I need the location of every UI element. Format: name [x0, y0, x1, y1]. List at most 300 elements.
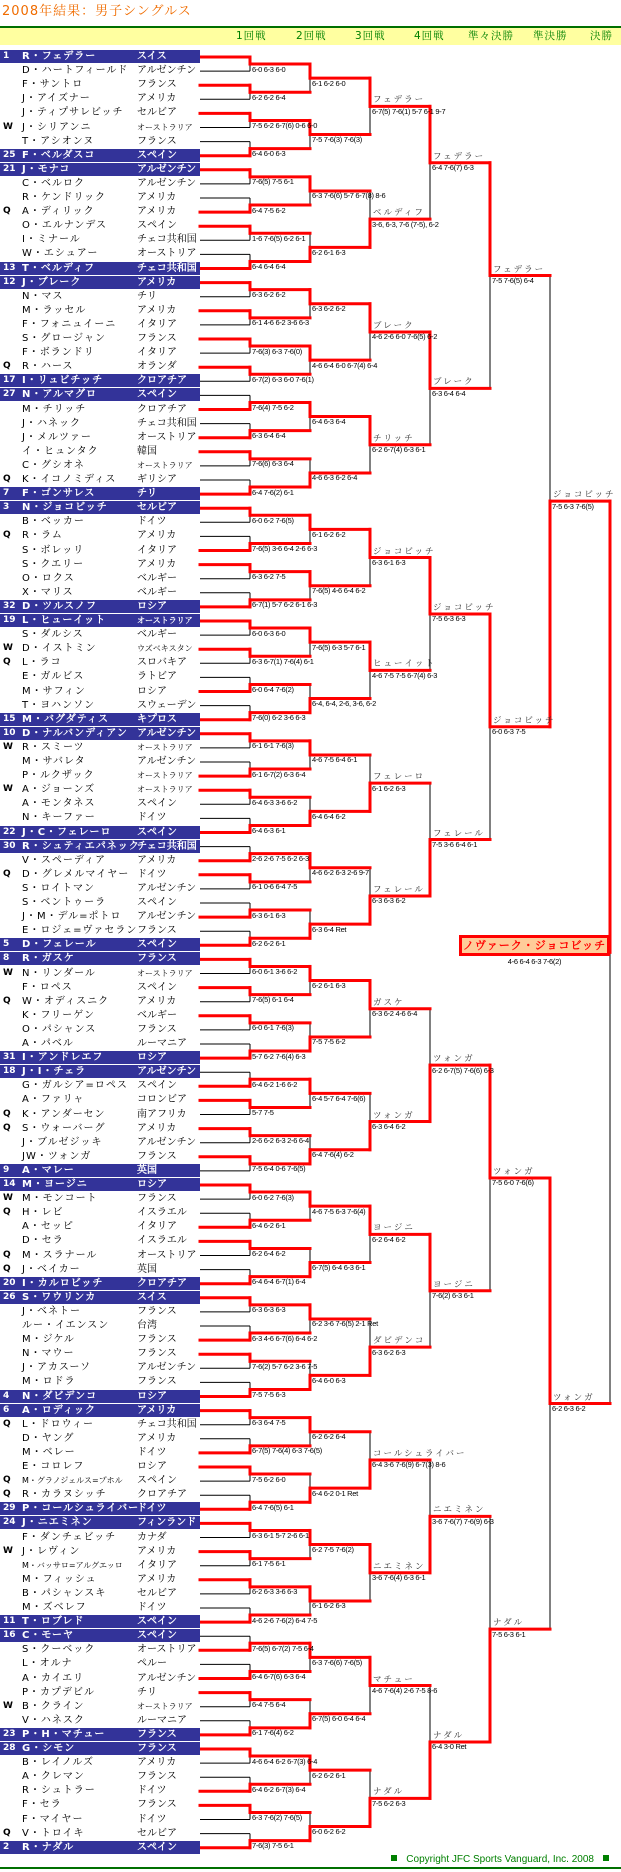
player-country: アメリカ: [137, 206, 177, 218]
player-country: スペイン: [137, 798, 177, 810]
player-row: [0, 1361, 200, 1374]
player-country: ロシア: [137, 1179, 167, 1190]
match-score: 7-6(3) 7-5 6-1: [252, 1841, 294, 1851]
player-country: アメリカ: [137, 1573, 177, 1585]
player-country: アルゼンチン: [137, 727, 197, 739]
player-name: M・ジケル: [22, 1334, 75, 1346]
player-name: N・ダビデンコ: [22, 1390, 98, 1402]
player-row: [0, 1488, 200, 1501]
player-name: R・ハース: [22, 361, 74, 373]
match-score: 6-1 6-2 6-3: [312, 1601, 346, 1611]
match-score: 6-4 6-0 6-3: [252, 149, 286, 159]
player-country: アルゼンチン: [137, 163, 197, 175]
player-row: [0, 1615, 200, 1628]
player-row: [0, 1601, 200, 1614]
match-score: 6-4 7-6(7) 6-3: [432, 163, 474, 173]
player-row: [0, 1150, 200, 1163]
match-score: 1-6 7-6(5) 6-2 6-1: [252, 233, 306, 243]
player-row: [0, 685, 200, 698]
match-score: 4-6 6-3 6-2 6-4: [312, 473, 358, 483]
player-name: M・グラノジェルス=プホル: [22, 1476, 123, 1486]
entry-marker: Q: [3, 530, 11, 541]
player-row: [0, 1347, 200, 1360]
match-winner-label: フェレーロ: [373, 772, 426, 783]
match-score: 6-4 7-6(5) 6-1: [252, 1502, 294, 1512]
player-name: L・オルナ: [22, 1658, 73, 1670]
player-row: [0, 713, 200, 726]
match-score: 6-4 6-2 1-6 6-2: [252, 1079, 298, 1089]
player-name: N・ジョコビッチ: [22, 502, 108, 514]
player-row: [0, 92, 200, 105]
player-country: イタリア: [137, 544, 177, 556]
player-row: [0, 1319, 200, 1332]
player-row: [0, 233, 200, 246]
player-row: [0, 924, 200, 937]
player-row: [0, 1531, 200, 1544]
match-score: 4-6 7-5 6-3 7-6(4): [312, 1206, 366, 1216]
player-name: T・アシオンヌ: [22, 135, 95, 147]
player-name: S・ワウリンカ: [22, 1291, 97, 1303]
match-score: 7-5 6-2 6-0: [252, 1474, 286, 1484]
player-name: F・セラ: [22, 1799, 62, 1811]
seed-number: 21: [3, 163, 16, 174]
player-country: ラトビア: [137, 671, 177, 683]
player-name: M・スラナール: [22, 1249, 98, 1261]
match-score: 5-7 6-2 7-6(4) 6-3: [252, 1051, 306, 1061]
player-country: 英国: [137, 1164, 157, 1176]
bottom-divider: [0, 1867, 621, 1869]
player-row: [0, 1249, 200, 1262]
match-score: 7-6(5) 4-6 6-4 6-2: [312, 586, 366, 596]
player-row: [0, 1206, 200, 1219]
player-name: B・ベッカー: [22, 516, 85, 528]
player-row: [0, 558, 200, 571]
player-country: 南アフリカ: [137, 1108, 187, 1120]
player-country: ドイツ: [137, 1785, 167, 1797]
player-row: [0, 445, 200, 458]
player-country: 韓国: [137, 445, 157, 457]
match-score: 6-1 6-1 7-6(3): [252, 741, 294, 751]
player-country: オーストラリア: [137, 742, 193, 752]
final-score: 4-6 6-4 6-3 7-6(2): [507, 957, 562, 967]
player-row: [0, 840, 200, 853]
match-score: 7-5 6-2 6-3: [372, 1798, 406, 1808]
player-name: N・リンダール: [22, 967, 96, 979]
player-row: [0, 459, 200, 472]
match-score: 6-3 7-6(2) 7-6(5): [252, 1812, 302, 1822]
player-row: [0, 1305, 200, 1318]
player-row: [0, 1643, 200, 1656]
player-country: チェコ共和国: [137, 417, 197, 429]
player-name: J・ハネック: [22, 417, 81, 429]
entry-marker: Q: [3, 1489, 11, 1500]
match-score: 6-3 6-3 6-2: [372, 896, 406, 906]
match-score: 6-2 6-3 6-2: [552, 1404, 586, 1414]
match-score: 6-3 6-2 4-6 6-4: [372, 1009, 418, 1019]
player-country: クロアチア: [137, 403, 187, 415]
match-winner-label: ブレーク: [373, 320, 415, 331]
player-country: フィンランド: [137, 1517, 197, 1529]
seed-number: 6: [3, 1404, 10, 1415]
seed-number: 30: [3, 840, 16, 851]
player-row: [0, 544, 200, 557]
match-winner-label: ジョコビッチ: [373, 546, 436, 557]
player-name: T・ロブレド: [22, 1616, 85, 1628]
seed-number: 29: [3, 1503, 16, 1514]
player-country: スイス: [137, 1291, 167, 1303]
player-name: A・ファリャ: [22, 1094, 85, 1106]
match-score: 7-5 3-6 6-4 6-1: [432, 840, 478, 850]
player-name: I・リュビチッチ: [22, 375, 104, 387]
player-name: N・アルマグロ: [22, 389, 97, 401]
player-country: アメリカ: [137, 995, 177, 1007]
match-score: 6-2 6-2 6-1: [312, 1770, 346, 1780]
player-row: [0, 1079, 200, 1092]
player-name: J・レヴィン: [22, 1545, 81, 1557]
player-country: 英国: [137, 1263, 157, 1275]
match-winner-label: ニエミネン: [433, 1505, 486, 1516]
player-country: キプロス: [137, 713, 177, 725]
player-row: [0, 1375, 200, 1388]
match-score: 6-4 7-6(4) 6-2: [312, 1150, 354, 1160]
player-name: V・スペーディア: [22, 854, 107, 866]
player-row: [0, 304, 200, 317]
player-country: ペルー: [137, 1658, 167, 1670]
player-country: ドイツ: [137, 812, 167, 824]
match-score: 6-2 6-2 6-1: [252, 938, 286, 948]
player-name: C・ベルロク: [22, 177, 85, 189]
player-row: [0, 431, 200, 444]
round-header-5: 準々決勝: [468, 30, 514, 42]
player-country: アルゼンチン: [137, 1136, 197, 1148]
player-name: D・ハートフィールド: [22, 65, 129, 77]
player-name: K・イコノミディス: [22, 474, 117, 485]
player-name: R・ナダル: [22, 1841, 75, 1853]
player-name: A・ジョーンズ: [22, 784, 96, 796]
player-row: [0, 219, 200, 232]
player-country: オーストラリア: [137, 771, 193, 781]
player-row: [0, 1502, 200, 1515]
player-name: D・ヤング: [22, 1432, 75, 1444]
player-name: D・グレメルマイヤー: [22, 868, 130, 880]
player-name: J・アカスーソ: [22, 1362, 91, 1374]
player-country: アメリカ: [137, 1432, 177, 1444]
player-name: J・モナコ: [22, 163, 71, 175]
player-country: スペイン: [137, 1630, 177, 1642]
player-name: A・ロディック: [22, 1404, 96, 1416]
match-winner-label: ツォンガ: [553, 1392, 595, 1403]
match-score: 6-3 6-4 6-4: [432, 388, 466, 398]
player-country: スイス: [137, 51, 167, 62]
player-country: アメリカ: [137, 1757, 177, 1769]
player-country: アメリカ: [137, 192, 177, 203]
match-score: 6-4 6-3 6-1: [252, 825, 286, 835]
player-name: H・レビ: [22, 1207, 64, 1219]
player-name: L・ヒューイット: [22, 615, 107, 626]
entry-marker: W: [3, 1700, 13, 1711]
match-score: 7-6(3) 6-3 7-6(0): [252, 346, 302, 356]
player-name: K・フリーゲン: [22, 1009, 95, 1021]
player-country: ルーマニア: [137, 1038, 187, 1049]
match-score: 6-2 6-1 6-3: [312, 981, 346, 991]
match-score: 6-2 6-4 6-2: [252, 1248, 286, 1258]
player-name: T・ヨハンソン: [22, 699, 96, 711]
player-row: [0, 600, 200, 613]
match-score: 6-2 6-2 6-4: [312, 1432, 346, 1442]
match-score: 6-4 6-3 6-4: [312, 417, 346, 427]
player-row: [0, 1164, 200, 1177]
player-name: J・ブレーク: [22, 276, 82, 288]
player-row: [0, 1009, 200, 1022]
seed-number: 17: [3, 375, 16, 386]
player-name: F・ベルダスコ: [22, 149, 96, 161]
champion-box: ノヴァーク・ジョコビッチ: [459, 935, 610, 956]
player-name: T・ベルディフ: [22, 262, 96, 274]
match-score: 3-6, 6-3, 7-6 (7-5), 6-2: [372, 219, 439, 229]
match-winner-label: ニエミネン: [373, 1561, 426, 1572]
player-row: [0, 487, 200, 500]
match-score: 6-2 6-7(5) 7-6(6) 6-3: [432, 1065, 494, 1075]
player-country: オーストリア: [137, 248, 197, 260]
seed-number: 15: [3, 713, 16, 724]
player-country: ドイツ: [137, 868, 167, 880]
match-score: 6-3 6-1 6-3: [252, 910, 286, 920]
player-country: フランス: [137, 925, 177, 937]
player-name: F・フォニュイーニ: [22, 318, 117, 330]
seed-number: 20: [3, 1277, 16, 1288]
player-country: チェコ共和国: [137, 262, 197, 274]
player-name: D・フェレール: [22, 939, 97, 951]
round-header-7: 決勝: [590, 30, 613, 42]
player-name: M・モンコート: [22, 1193, 98, 1205]
player-name: P・コールシュライバー: [22, 1503, 140, 1515]
player-name: I・アンドレエフ: [22, 1052, 104, 1064]
player-country: チェコ共和国: [137, 1418, 197, 1430]
player-name: E・ロジェ=ヴァセラン: [22, 925, 138, 937]
player-country: スペイン: [137, 1616, 177, 1628]
player-country: 台湾: [137, 1320, 157, 1331]
match-score: 6-3 4-6 6-7(6) 6-4 6-2: [252, 1333, 318, 1343]
copyright-text: Copyright JFC Sports Vanguard, Inc. 2008: [406, 1854, 594, 1865]
player-name: JW・ツォンガ: [22, 1150, 92, 1162]
player-country: スペイン: [137, 1475, 177, 1487]
player-name: S・ウォーバーグ: [22, 1122, 106, 1134]
match-score: 2-6 2-6 7-5 6-2 6-3: [252, 854, 309, 864]
player-country: フランス: [137, 79, 177, 91]
seed-number: 22: [3, 826, 16, 837]
player-name: V・ハネスク: [22, 1714, 85, 1726]
match-score: 7-5 6-2 6-7(6) 0-6 6-0: [252, 120, 318, 130]
match-score: 6-2 6-3 3-6 6-3: [252, 1587, 298, 1597]
entry-marker: Q: [3, 1108, 11, 1119]
match-score: 6-2 3-6 7-6(5) 2-1 Ret: [312, 1319, 378, 1329]
match-score: 6-1 7-5 6-1: [252, 1559, 286, 1569]
player-row: [0, 529, 200, 542]
player-country: チリ: [137, 488, 157, 500]
seed-number: 16: [3, 1630, 16, 1641]
player-row: [0, 981, 200, 994]
match-score: 7-5 7-5 6-2: [312, 1037, 346, 1047]
match-winner-label: ヨージニ: [373, 1223, 415, 1234]
entry-marker: Q: [3, 361, 11, 372]
player-country: ドイツ: [137, 1602, 167, 1613]
player-name: J・ティプサレビッチ: [22, 107, 124, 119]
match-score: 6-0 6-3 6-0: [252, 64, 286, 74]
player-row: [0, 1037, 200, 1050]
match-score: 6-2 6-1 6-3: [312, 247, 346, 257]
match-score: 6-1 4-6 6-2 3-6 6-3: [252, 318, 309, 328]
player-country: オーストラリア: [137, 122, 193, 132]
match-score: 6-2 6-2 6-4: [252, 92, 286, 102]
player-country: スペイン: [137, 897, 177, 908]
player-country: ルーマニア: [137, 1714, 187, 1726]
player-country: アルゼンチン: [137, 177, 197, 189]
player-name: A・モンタネス: [22, 798, 96, 810]
player-row: [0, 121, 200, 134]
match-score: 6-4 3-0 Ret: [432, 1742, 467, 1752]
match-score: 6-4 6-3 3-6 6-2: [252, 797, 298, 807]
match-score: 6-3 7-6(6) 7-6(5): [312, 1657, 362, 1667]
entry-marker: W: [3, 1545, 13, 1556]
player-name: I・ミナール: [22, 234, 81, 246]
player-name: M・ベレー: [22, 1446, 76, 1458]
page-title: 2008年結果：男子シングルス: [2, 4, 192, 19]
player-name: M・ズベレフ: [22, 1602, 87, 1613]
player-country: オーストリア: [137, 431, 197, 443]
match-score: 4-6 6-4 6-0 6-7(4) 6-4: [312, 360, 378, 370]
entry-marker: W: [3, 967, 13, 978]
player-country: アメリカ: [137, 276, 177, 288]
player-name: ルー・イエンスン: [22, 1320, 110, 1331]
player-country: アメリカ: [137, 93, 177, 105]
match-score: 7-6(5) 6-1 6-4: [252, 995, 294, 1005]
player-row: [0, 741, 200, 754]
player-row: [0, 628, 200, 641]
match-score: 6-2 7-5 7-6(2): [312, 1545, 354, 1555]
player-row: [0, 1756, 200, 1769]
player-country: アルゼンチン: [137, 1066, 197, 1078]
match-score: 6-3 6-4 6-4: [252, 431, 286, 441]
player-name: S・ロイトマン: [22, 882, 96, 894]
player-country: オーストリア: [137, 1644, 197, 1656]
player-country: イタリア: [137, 347, 177, 359]
match-score: 6-2 6-4 6-2: [372, 1234, 406, 1244]
match-score: 6-7(5) 7-6(4) 6-3 7-6(5): [252, 1446, 322, 1456]
player-name: S・クーベック: [22, 1644, 96, 1656]
match-winner-label: ナダル: [493, 1618, 525, 1629]
player-name: J・シリアンニ: [22, 121, 92, 133]
match-score: 6-0 6-1 7-6(3): [252, 1023, 294, 1033]
player-row: [0, 1587, 200, 1600]
player-name: R・シュトラー: [22, 1785, 96, 1797]
player-country: オーストラリア: [137, 1701, 193, 1711]
round-header-2: 2回戦: [296, 30, 327, 42]
player-row: [0, 332, 200, 345]
player-name: C・グシオネ: [22, 459, 85, 471]
player-name: A・セッピ: [22, 1221, 74, 1233]
player-row: [0, 515, 200, 528]
player-country: イタリア: [137, 318, 177, 330]
match-score: 7-5 6-4 0-6 7-6(5): [252, 1164, 306, 1174]
player-name: E・コロレフ: [22, 1461, 85, 1472]
player-country: イタリア: [137, 1559, 177, 1571]
player-country: チリ: [137, 290, 157, 302]
match-score: 6-4 6-2 0-1 Ret: [312, 1488, 358, 1498]
player-name: W・オディスニク: [22, 995, 110, 1007]
match-score: 4-6 6-4 6-2 6-7(3) 6-4: [252, 1756, 318, 1766]
player-name: G・シモン: [22, 1743, 76, 1754]
player-country: フランス: [137, 1305, 177, 1317]
match-score: 6-3 6-1 5-7 2-6 6-1: [252, 1530, 309, 1540]
player-row: [0, 106, 200, 119]
player-row: [0, 1672, 200, 1685]
match-winner-label: ツォンガ: [493, 1166, 535, 1177]
player-name: L・ドロウィー: [22, 1418, 94, 1430]
player-name: O・エルナンデス: [22, 220, 107, 232]
seed-number: 31: [3, 1052, 16, 1063]
entry-marker: Q: [3, 1249, 11, 1260]
match-winner-label: ベルディフ: [373, 208, 425, 219]
match-score: 4-6 2-6 7-6(2) 6-4 7-5: [252, 1615, 318, 1625]
player-country: コロンビア: [137, 1094, 187, 1106]
player-row: [0, 1122, 200, 1135]
player-name: M・チリッチ: [22, 403, 87, 415]
player-country: フランス: [137, 1348, 177, 1360]
player-name: R・シュティエパネック: [22, 840, 140, 852]
player-country: オーストラリア: [137, 616, 193, 625]
player-name: J・I・チェラ: [22, 1066, 87, 1078]
match-score: 7-5 6-3 6-1: [492, 1629, 526, 1639]
player-country: セルビア: [137, 1587, 177, 1599]
player-name: R・ラム: [22, 530, 63, 542]
round-header-6: 準決勝: [533, 30, 568, 42]
player-row: [0, 388, 200, 401]
seed-number: 4: [3, 1390, 10, 1401]
seed-number: 9: [3, 1164, 10, 1175]
match-score: 6-3 7-6(6) 5-7 6-7(8) 8-6: [312, 191, 386, 201]
match-score: 6-2 6-7(4) 6-3 6-1: [372, 445, 426, 455]
seed-number: 7: [3, 488, 10, 499]
player-name: J・アイズナー: [22, 93, 91, 105]
match-score: 6-3 6-2 6-2: [252, 290, 286, 300]
player-name: R・スミーツ: [22, 741, 85, 753]
player-country: ドイツ: [137, 1813, 167, 1825]
player-country: スペイン: [137, 389, 177, 401]
player-row: [0, 572, 200, 585]
player-country: アメリカ: [137, 1545, 177, 1557]
player-row: [0, 1474, 200, 1487]
player-row: [0, 360, 200, 373]
player-name: A・パベル: [22, 1038, 74, 1049]
match-winner-label: マチュー: [373, 1674, 415, 1685]
player-row: [0, 1545, 200, 1558]
match-score: 6-4 7-6(2) 6-1: [252, 487, 294, 497]
entry-marker: Q: [3, 995, 11, 1006]
entry-marker: Q: [3, 1263, 11, 1274]
player-country: スウェーデン: [137, 699, 197, 711]
player-row: [0, 1093, 200, 1106]
player-row: [0, 205, 200, 218]
player-row: [0, 1277, 200, 1290]
player-row: [0, 1136, 200, 1149]
player-name: O・パシャンス: [22, 1023, 97, 1035]
player-country: イスラエル: [137, 1207, 187, 1219]
seed-number: 12: [3, 276, 16, 287]
player-row: [0, 501, 200, 514]
match-score: 7-5 6-0 7-6(6): [492, 1178, 534, 1188]
player-row: [0, 811, 200, 824]
player-country: アルゼンチン: [137, 756, 197, 767]
